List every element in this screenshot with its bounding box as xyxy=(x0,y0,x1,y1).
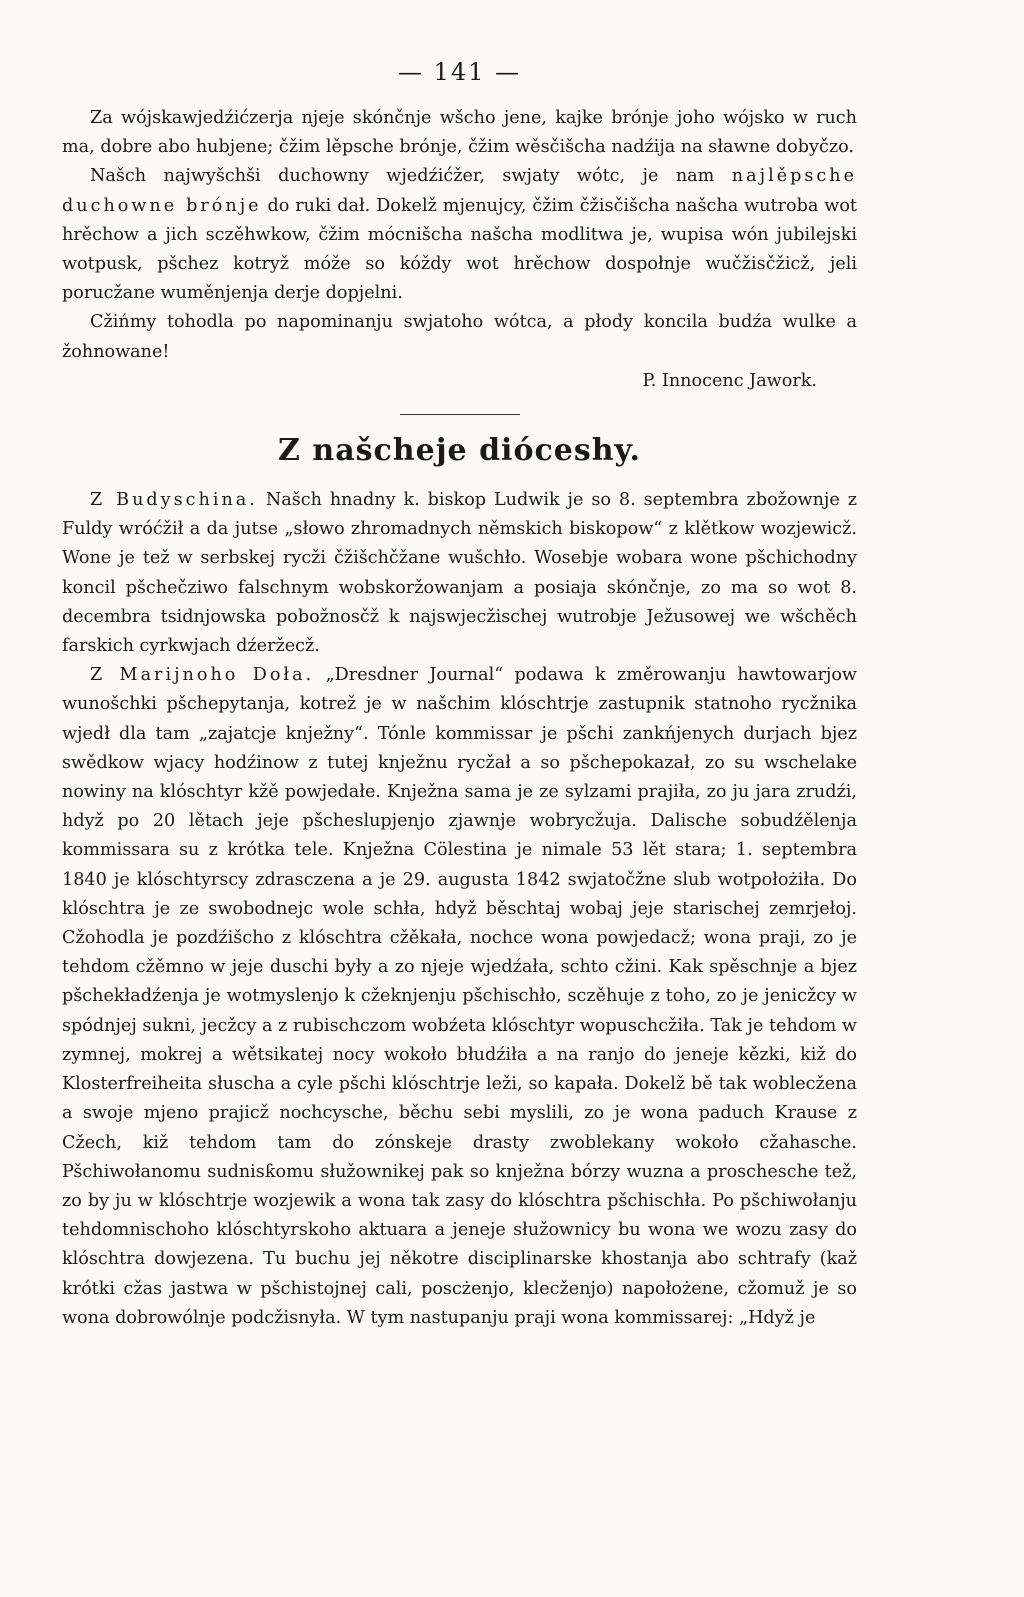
document-page xyxy=(62,58,857,1333)
news-item-2 xyxy=(62,661,857,1333)
news-item-1 xyxy=(62,486,857,661)
news-1-text: Našch hnadny k. biskop Ludwik je so 8. septembra zbožownje z Fuldy wróćžił a da jutse „słowo zhromadnych němskich biskopow“ z klětkow wozjewicž. Wone je tež w serbskej rycži čžišchčžane wušchło. Wosebje wobara wone pšchichodny koncil pšchečziwo falschnym wobskoržowanjam a posiaja skónčnje, zo ma so wot 8. decembra tsidnjowska pobožnosčž k najswjecžischej wutrobje Ježusowej we wšchěch farskich cyrkwjach dźeržecž. xyxy=(62,490,857,657)
signature-line xyxy=(62,367,857,396)
signature: P. Innocenc Jawork. xyxy=(642,370,817,391)
section-title: Z našcheje dióceshy. xyxy=(278,433,641,469)
intro-paragraph-1: Za wójskawjedźićzerja njeje skónčnje wšcho jene, kajke brónje joho wójsko w ruch ma, dobre abo hubjene; čžim lěpsche brónje, čžim wěsčišcha nadźija na sławne dobyčzo. xyxy=(62,108,857,158)
page-number: — 141 — xyxy=(397,58,522,86)
intro-p2-spaced-2: duchowne brónje xyxy=(62,195,262,216)
intro-paragraph-3: Cžińmy tohodla po napominanju swjatoho wótca, a płody koncila budźa wulke a žohnowane! xyxy=(62,312,857,362)
news-2-place: Z Marijnoho Doła. xyxy=(90,665,315,686)
intro-p2-end: do ruki dał. Dokelž mjenujcy, čžim čžisčišcha našcha wutroba wot hrěchow a jich sczěhwkow, čžim mócnišcha našcha modlitwa je, wupisa wón jubilejski wotpusk, pšchez kotryž móže so kóždy wot hrěchow dospołnje wučžisčžicž, jeli porucžane wuměnjenja derje dopjelni. xyxy=(62,195,857,304)
news-2-text: „Dresdner Journal“ podawa k změrowanju hawtowarjow wunošchki pšchepytanja, kotrež je w našchim klóschtrje zastupnik statnoho rycžnika wjedł dla tam „zajatcje knježny“. Tónle kommissar je pšchi zankńjenych durjach bjez swědkow wjacy hodźinow z tutej knježnu rycžał a so pšchepokazał, zo su wschelake nowiny na klóschtyr kžě powjedałe. Knježna sama je ze sylzami prajiła, zo ju jara zrudźi, hdyž po 20 lětach jeje pšcheslupjenjo zjawnje wobrycžuja. Dalische sobudźělenja kommissara su z krótka tele. Knježna Cölestina je nimale 53 lět stara; 1. septembra 1840 je klóschtyrscy zdrasczena a je 29. augusta 1842 swjatočžne slub wotpołożiła. Do klóschtra je ze swobodnejc wole schła, hdyž běschtaj wobaj jeje starischej zemrjełoj. Cžohodla je pozdźišcho z klóschtra cžěkała, nochce wona powjedacž; wona praji, zo je tehdom cžěmno w jeje duschi były a zo njeje wjedźała, schto cžini. Kak spěschnje a bjez pšchekładźenja je wotmyslenjo k cžeknjenju pšchischło, sczěhuje z toho, zo je jenicžcy w spódnjej sukni, jecžcy a z rubischczom wobźeta klóschtyr wopuschcžiła. Tak je tehdom w zymnej, mokrej a wětsikatej nocy wokoło błudźiła a na ranjo do jeneje kězki, kiž do Klosterfreiheita słuscha a cyle pšchi klóschtrje leži, so kapała. Dokelž bě tak woblecžena a swoje mjeno prajicž nochcysche, běchu sebi myslili, zo je wona paduch Krause z Cžech, kiž tehdom tam do zónskeje drasty zwoblekany wokoło cžahasche. Pšchiwołanomu sudnisƙomu słužownikej pak so knježna bórzy wuzna a proschesche tež, zo by ju w klóschtrje wozjewik a wona tak zasy do klóschtra pšchischła. Po pšchiwołanju tehdomnischoho klóschtyrskoho aktuara a jeneje słužownicy bu wona we wozu zasy do klóschtra dowjezena. Tu buchu jej někotre disciplinarske khostanja abo schtrafy (kaž krótki cžas jastwa w pšchistojnej cali, poscżenjo, klecženjo) napołożene, cžomuž je so wona dobrowólnje podcžisnyła. W tym nastupanju praji wona kommissarej: „Hdyž je xyxy=(62,665,857,1328)
intro-paragraph-2 xyxy=(62,162,857,308)
intro-p2-start: Našch najwyšchši duchowny wjedźićžer, swjaty wótc, je nam xyxy=(90,166,732,187)
news-1-place: Z Budyschina. xyxy=(90,490,258,511)
divider xyxy=(400,414,520,415)
intro-p2-spaced-1: najlěpsche xyxy=(731,166,857,187)
